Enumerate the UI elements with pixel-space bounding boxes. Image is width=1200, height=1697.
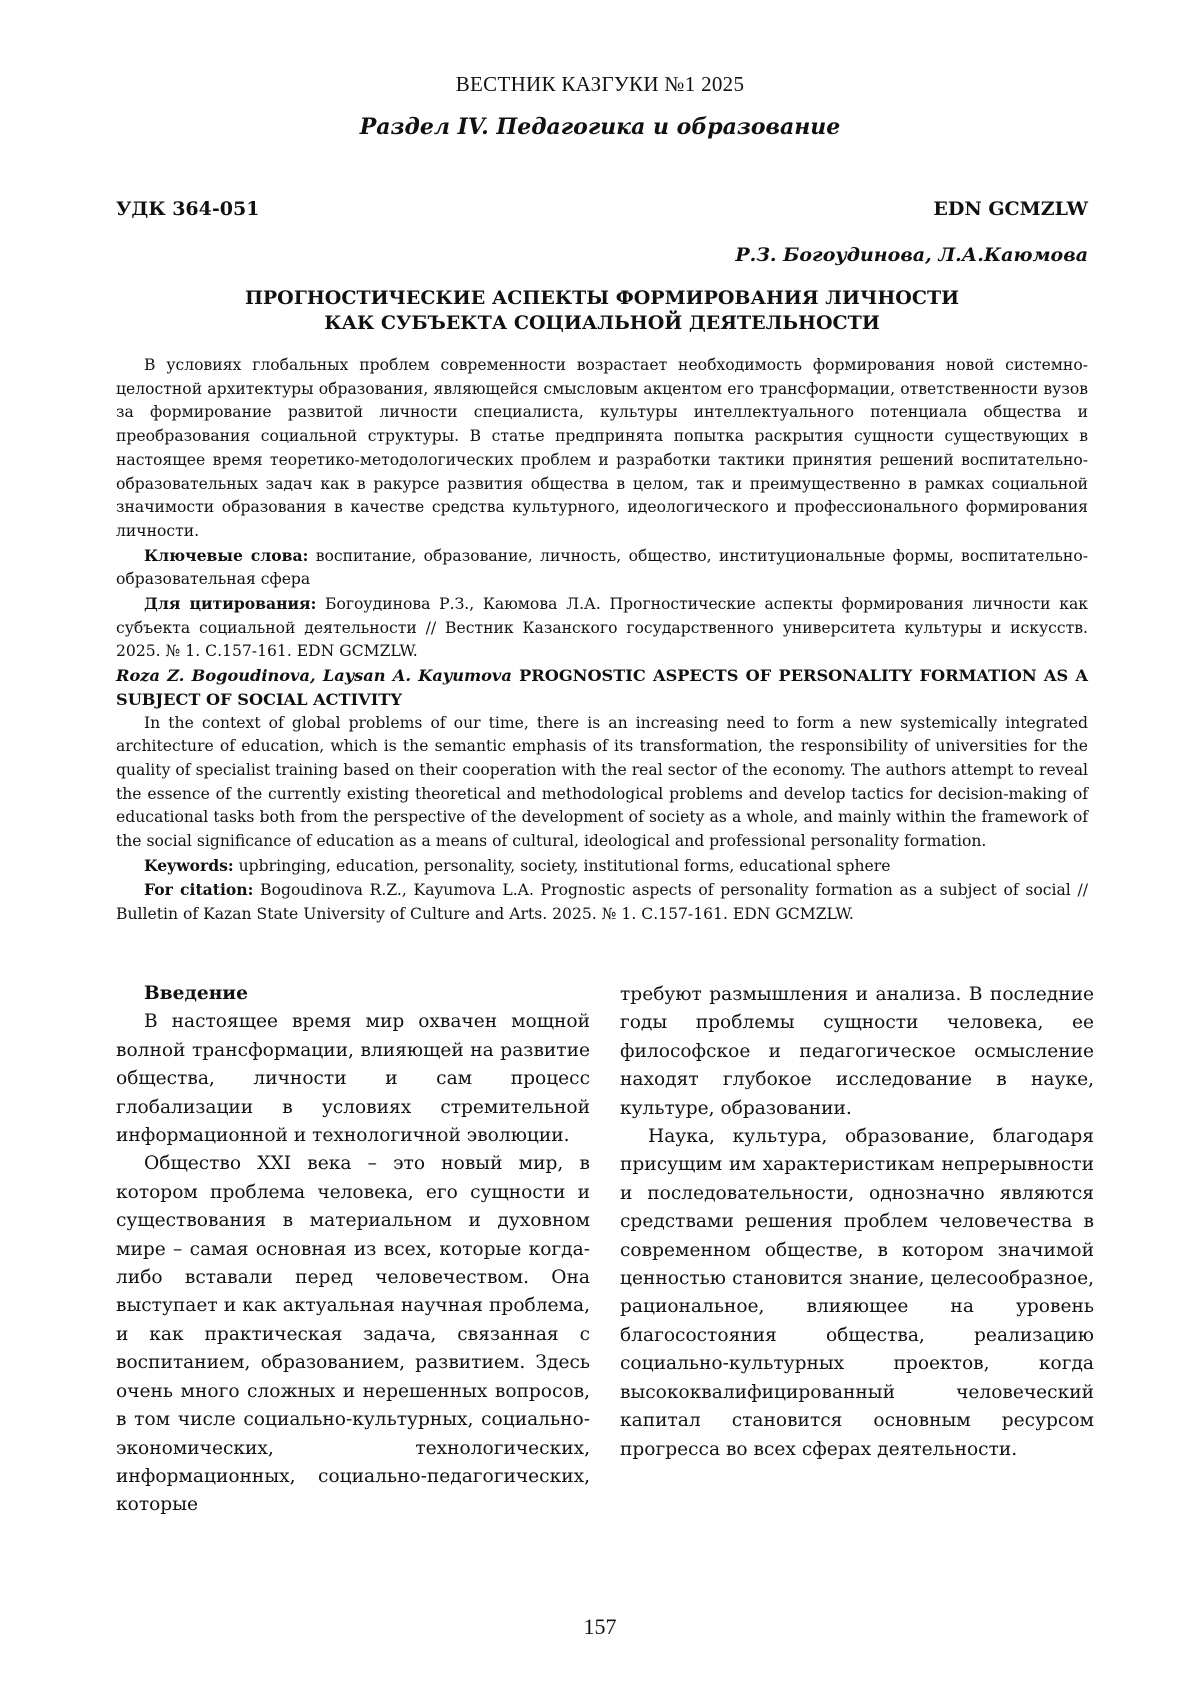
authors-ru: Р.З. Богоудинова, Л.А.Каюмова [735, 244, 1088, 266]
edn-code: EDN GCMZLW [933, 198, 1088, 220]
citation-en-label: For citation: [144, 880, 254, 900]
article-title-line-2: КАК СУБЪЕКТА СОЦИАЛЬНОЙ ДЕЯТЕЛЬНОСТИ [324, 312, 880, 334]
article-title [116, 286, 1088, 336]
page-number: 157 [583, 1614, 617, 1639]
body-paragraph: Общество XXI века – это новый мир, в котором проблема человека, его сущности и существования в материальном и духовном мире – самая основная из всех, которые когда-либо вставали перед человечеством. Она выступает и как актуальная научная проблема, и как практическая задача, связанная с воспитанием, образованием, развитием. Здесь очень много сложных и нерешенных вопросов, в том числе социально-культурных, социально-экономических, технологических, информационных, социально-педагогических, которые [116, 1153, 590, 1516]
abstract-ru: В условиях глобальных проблем современности возрастает необходимость формирования новой системно-целостной архитектуры образования, являющейся смысловым акцентом его трансформации, ответственности вузов за формирование развитой личности специалиста, культуры интеллектуального потенциала общества и преобразования социальной структуры. В статье предпринята попытка раскрытия сущности существующих в настоящее время теоретико-методологических проблем и разработки тактики принятия решений воспитательно-образовательных задач как в ракурсе развития общества в целом, так и преимущественно в рамках социальной значимости образования в качестве средства культурного, идеологического и профессионального формирования личности. [116, 356, 1088, 540]
section-title: Раздел IV. Педагогика и образование [359, 114, 841, 140]
authors-en: Roza Z. Bogoudinova, Laysan A. Kayumova [116, 666, 512, 686]
abstract-en: In the context of global problems of our time, there is an increasing need to form a new systemically integrated architecture of education, which is the semantic emphasis of its transformation, the responsibility of universities for the quality of specialist training based on their cooperation with the real sector of the economy. The authors attempt to reveal the essence of the currently existing theoretical and methodological problems and develop tactics for decision-making of educational tasks both from the perspective of the development of society as a whole, and mainly within the framework of the social significance of education as a means of cultural, ideological and professional personality formation. [116, 713, 1088, 851]
title-en [116, 664, 1088, 711]
article-title-line-1: ПРОГНОСТИЧЕСКИЕ АСПЕКТЫ ФОРМИРОВАНИЯ ЛИЧНОСТИ [244, 287, 960, 309]
keywords-en [116, 854, 1088, 879]
intro-heading: Введение [144, 983, 248, 1004]
citation-ru [116, 592, 1088, 664]
udk-code: УДК 364-051 [116, 198, 260, 220]
body-paragraph: В настоящее время мир охвачен мощной волной трансформации, влияющей на развитие общества, личности и сам процесс глобализации в условиях стремительной информационной и технологичной эволюции. [116, 1011, 590, 1147]
journal-header: ВЕСТНИК КАЗГУКИ №1 2025 [455, 72, 745, 96]
body-paragraph: требуют размышления и анализа. В последние годы проблемы сущности человека, ее философское и педагогическое осмысление находят глубокое исследование в науке, культуре, образовании. [620, 984, 1094, 1119]
keywords-ru [116, 544, 1088, 592]
keywords-en-text: upbringing, education, personality, society, institutional forms, educational sphere [238, 856, 891, 875]
citation-ru-label: Для цитирования: [144, 594, 317, 614]
keywords-ru-text: воспитание, образование, личность, общество, институциональные формы, воспитательно-образовательная сфера [116, 546, 1088, 589]
body-column-left [116, 980, 590, 1520]
body-paragraph: Наука, культура, образование, благодаря присущим им характеристикам непрерывности и последовательности, однозначно являются средствами решения проблем человечества в современном обществе, в котором значимой ценностью становится знание, целесообразное, рациональное, влияющее на уровень благосостояния общества, реализацию социально-культурных проектов, когда высококвалифицированный человеческий капитал становится основным ресурсом прогресса во всех сферах деятельности. [620, 1126, 1094, 1460]
keywords-ru-label: Ключевые слова: [144, 545, 309, 565]
citation-en-text: Bogoudinova R.Z., Kayumova L.A. Prognostic aspects of personality formation as a subject of social // Bulletin of Kazan State University of Culture and Arts. 2025. № 1. С.157-161. EDN GCMZLW. [116, 881, 1088, 924]
body-column-right [620, 981, 1094, 1464]
title-en-text: PROGNOSTIC ASPECTS OF PERSONALITY FORMATION AS A SUBJECT OF SOCIAL ACTIVITY [116, 666, 1088, 709]
citation-en [116, 878, 1088, 926]
keywords-en-label: Keywords: [144, 855, 234, 875]
citation-ru-text: Богоудинова Р.З., Каюмова Л.А. Прогностические аспекты формирования личности как субъекта социальной деятельности // Вестник Казанского государственного университета культуры и искусств. 2025. № 1. С.157-161. EDN GCMZLW. [116, 595, 1088, 661]
abstract-block [116, 354, 1088, 927]
